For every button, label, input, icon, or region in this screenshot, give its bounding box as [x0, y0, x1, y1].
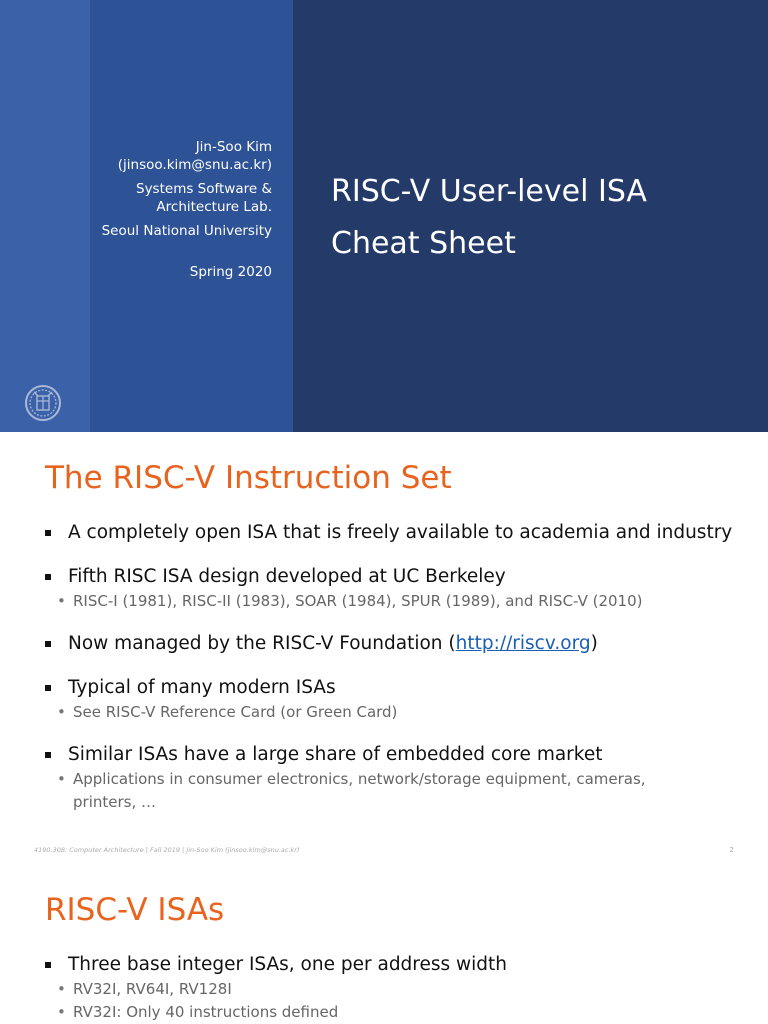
- bullet-square-icon: [45, 641, 51, 647]
- lab-name-line-1: Systems Software &: [136, 181, 272, 197]
- title-line-1: RISC-V User-level ISA: [331, 174, 647, 209]
- title-slide: [0, 0, 768, 432]
- bullet-item: [0, 631, 768, 657]
- bullet-item: [0, 952, 768, 978]
- snu-seal-icon: [24, 384, 62, 422]
- bullet-square-icon: [45, 752, 51, 758]
- author-name: Jin-Soo Kim: [195, 139, 272, 155]
- sub-bullet-item: [0, 978, 768, 1001]
- bullet-text-suffix: ): [590, 633, 598, 654]
- sub-bullet-dot-icon: •: [57, 1003, 66, 1021]
- bullet-item: [0, 520, 768, 546]
- sub-bullet-text: See RISC-V Reference Card (or Green Card): [73, 703, 398, 721]
- slide-heading: The RISC-V Instruction Set: [45, 460, 452, 496]
- bullet-square-icon: [45, 962, 51, 968]
- slide-heading: RISC-V ISAs: [45, 892, 225, 928]
- sub-bullet-dot-icon: •: [57, 592, 66, 610]
- title-line-2: Cheat Sheet: [331, 226, 516, 261]
- bullet-square-icon: [45, 574, 51, 580]
- bullet-list: [0, 952, 768, 1024]
- sub-bullet-item: [0, 590, 768, 613]
- bullet-list: [0, 520, 768, 814]
- sub-bullet-dot-icon: •: [57, 980, 66, 998]
- sub-bullet-dot-icon: •: [57, 770, 66, 788]
- presentation-title: [331, 166, 647, 270]
- sub-bullet-text: RISC-I (1981), RISC-II (1983), SOAR (1984), SPUR (1989), and RISC-V (2010): [73, 592, 643, 610]
- left-accent-band: [0, 0, 90, 432]
- bullet-text: Typical of many modern ISAs: [68, 677, 336, 698]
- semester: Spring 2020: [189, 264, 272, 280]
- sub-bullet-text: RV32I, RV64I, RV128I: [73, 980, 232, 998]
- sub-bullet-text: RV32I: Only 40 instructions defined: [73, 1003, 339, 1021]
- sub-bullet-item: [0, 701, 768, 724]
- sub-bullet-item: [0, 1001, 768, 1024]
- riscv-org-link[interactable]: http://riscv.org: [455, 633, 591, 654]
- slide-footer: 4190.308: Computer Architecture | Fall 2019 | Jin-Soo Kim (jinsoo.kim@snu.ac.kr): [34, 846, 300, 854]
- bullet-square-icon: [45, 685, 51, 691]
- bullet-text: Three base integer ISAs, one per address width: [68, 954, 508, 975]
- author-email: (jinsoo.kim@snu.ac.kr): [117, 157, 272, 173]
- university-name: Seoul National University: [101, 223, 272, 239]
- lab-name-line-2: Architecture Lab.: [156, 199, 272, 215]
- bullet-item: [0, 742, 768, 768]
- sub-bullet-item: [0, 768, 768, 814]
- sub-bullet-dot-icon: •: [57, 703, 66, 721]
- author-info: [102, 138, 272, 281]
- bullet-text-prefix: Now managed by the RISC-V Foundation (: [68, 633, 456, 654]
- bullet-item: [0, 675, 768, 701]
- bullet-text: Fifth RISC ISA design developed at UC Berkeley: [68, 566, 506, 587]
- bullet-item: [0, 564, 768, 590]
- bullet-text: Similar ISAs have a large share of embedded core market: [68, 744, 603, 765]
- page-number: 2: [729, 846, 734, 854]
- sub-bullet-text: Applications in consumer electronics, network/storage equipment, cameras, printers, …: [73, 770, 646, 811]
- bullet-square-icon: [45, 530, 51, 536]
- slide-risc-v-isas: [0, 864, 768, 1024]
- slide-instruction-set: [0, 432, 768, 864]
- bullet-text: A completely open ISA that is freely available to academia and industry: [68, 522, 733, 543]
